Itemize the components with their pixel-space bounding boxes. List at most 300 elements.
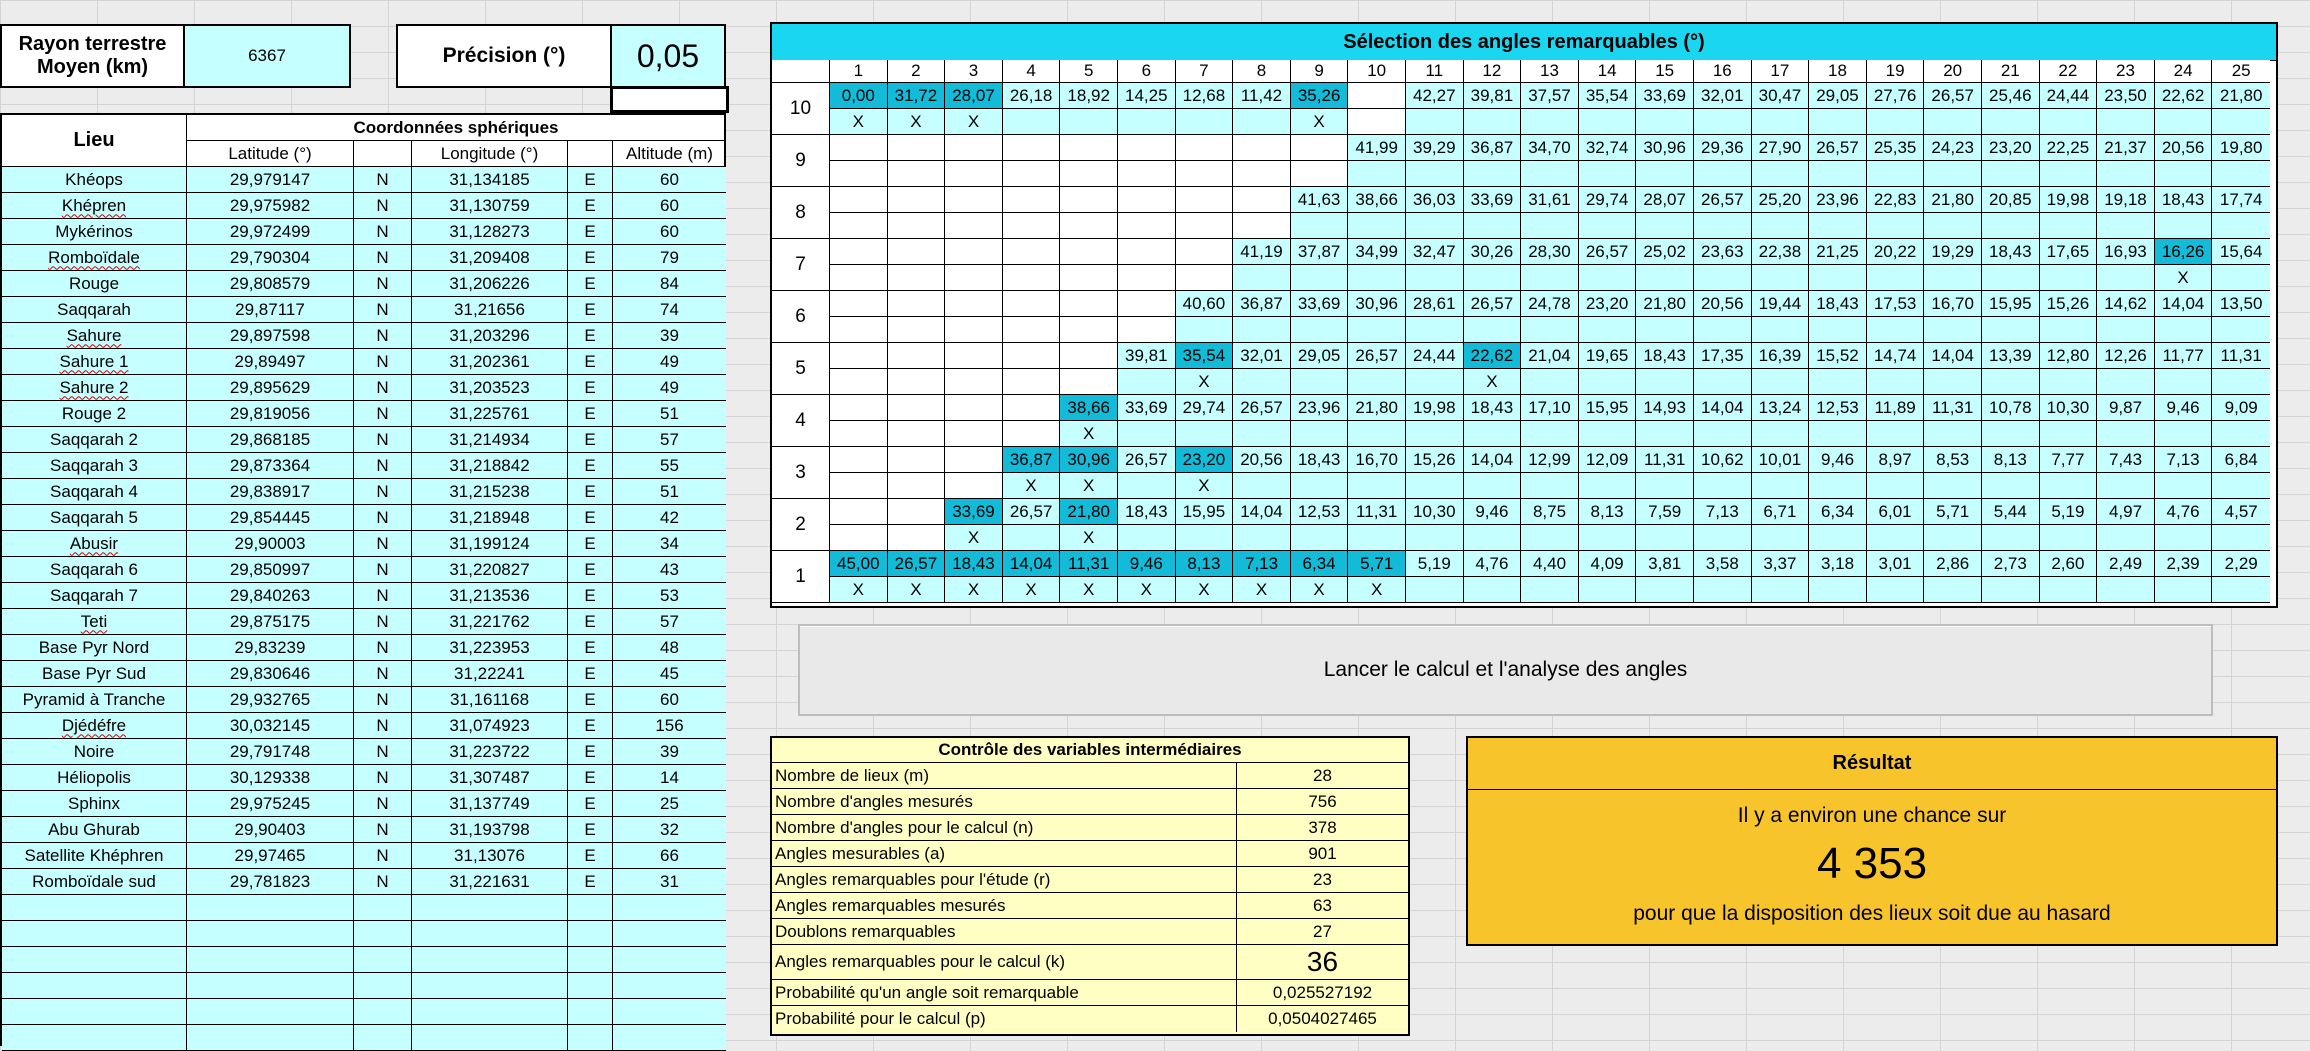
longitude-cell[interactable]: 31,220827 [412, 557, 568, 583]
selection-mark-cell[interactable] [1464, 421, 1522, 447]
angle-value-cell[interactable]: 5,71 [1348, 551, 1406, 577]
selected-cell-cursor[interactable] [610, 86, 729, 113]
altitude-cell[interactable]: 53 [613, 583, 726, 609]
ew-cell[interactable]: E [568, 661, 613, 687]
angle-value-cell[interactable]: 8,53 [1924, 447, 1982, 473]
ew-cell[interactable]: E [568, 531, 613, 557]
latitude-cell[interactable]: 29,808579 [187, 271, 354, 297]
selection-mark-cell[interactable] [1003, 317, 1061, 343]
place-name[interactable]: Héliopolis [2, 765, 187, 791]
selection-mark-cell[interactable] [1809, 317, 1867, 343]
angle-value-cell[interactable]: 8,75 [1521, 499, 1579, 525]
ew-cell[interactable]: E [568, 245, 613, 271]
ew-cell[interactable]: E [568, 687, 613, 713]
ew-cell[interactable]: E [568, 505, 613, 531]
selection-mark-cell[interactable] [1924, 577, 1982, 603]
altitude-cell[interactable]: 49 [613, 349, 726, 375]
empty-cell[interactable] [187, 999, 354, 1025]
selection-mark-cell[interactable] [1060, 109, 1118, 135]
angle-value-cell[interactable]: 42,27 [1406, 83, 1464, 109]
altitude-cell[interactable]: 49 [613, 375, 726, 401]
selection-mark-cell[interactable]: X [1176, 577, 1234, 603]
angle-value-cell[interactable]: 22,62 [2155, 83, 2213, 109]
ns-cell[interactable]: N [354, 245, 412, 271]
selection-mark-cell[interactable] [1867, 265, 1925, 291]
selection-mark-cell[interactable] [1003, 525, 1061, 551]
selection-mark-cell[interactable]: X [945, 525, 1003, 551]
angle-value-cell[interactable] [1003, 135, 1061, 161]
ew-cell[interactable]: E [568, 609, 613, 635]
selection-mark-cell[interactable] [1348, 421, 1406, 447]
empty-cell[interactable] [412, 1025, 568, 1051]
angle-value-cell[interactable]: 11,77 [2155, 343, 2213, 369]
selection-mark-cell[interactable] [1406, 525, 1464, 551]
angle-value-cell[interactable]: 9,87 [2097, 395, 2155, 421]
selection-mark-cell[interactable] [2155, 421, 2213, 447]
angle-value-cell[interactable]: 41,63 [1291, 187, 1349, 213]
longitude-cell[interactable]: 31,074923 [412, 713, 568, 739]
selection-mark-cell[interactable] [1176, 161, 1234, 187]
altitude-cell[interactable]: 51 [613, 401, 726, 427]
angle-value-cell[interactable]: 5,71 [1924, 499, 1982, 525]
angle-value-cell[interactable]: 23,96 [1291, 395, 1349, 421]
empty-cell[interactable] [613, 895, 726, 921]
angle-value-cell[interactable]: 10,62 [1694, 447, 1752, 473]
altitude-cell[interactable]: 42 [613, 505, 726, 531]
angle-value-cell[interactable] [888, 343, 946, 369]
angle-value-cell[interactable]: 27,76 [1867, 83, 1925, 109]
latitude-cell[interactable]: 29,791748 [187, 739, 354, 765]
selection-mark-cell[interactable] [1233, 369, 1291, 395]
selection-mark-cell[interactable] [1291, 525, 1349, 551]
angle-value-cell[interactable]: 20,22 [1867, 239, 1925, 265]
empty-cell[interactable] [354, 947, 412, 973]
angle-value-cell[interactable]: 3,37 [1752, 551, 1810, 577]
selection-mark-cell[interactable] [2212, 473, 2270, 499]
ns-cell[interactable]: N [354, 531, 412, 557]
latitude-cell[interactable]: 29,979147 [187, 167, 354, 193]
angle-value-cell[interactable]: 7,59 [1636, 499, 1694, 525]
angle-value-cell[interactable]: 19,98 [1406, 395, 1464, 421]
angle-value-cell[interactable]: 28,07 [945, 83, 1003, 109]
selection-mark-cell[interactable] [1521, 265, 1579, 291]
altitude-cell[interactable]: 31 [613, 869, 726, 895]
angle-value-cell[interactable]: 4,40 [1521, 551, 1579, 577]
altitude-cell[interactable]: 43 [613, 557, 726, 583]
angle-value-cell[interactable]: 45,00 [830, 551, 888, 577]
angle-value-cell[interactable]: 11,31 [1636, 447, 1694, 473]
empty-cell[interactable] [613, 947, 726, 973]
angle-value-cell[interactable]: 30,26 [1464, 239, 1522, 265]
angle-value-cell[interactable]: 23,63 [1694, 239, 1752, 265]
ns-cell[interactable]: N [354, 609, 412, 635]
latitude-cell[interactable]: 30,129338 [187, 765, 354, 791]
selection-mark-cell[interactable] [1752, 421, 1810, 447]
angle-value-cell[interactable] [1118, 135, 1176, 161]
selection-mark-cell[interactable]: X [1291, 109, 1349, 135]
selection-mark-cell[interactable] [945, 369, 1003, 395]
selection-mark-cell[interactable] [2212, 317, 2270, 343]
selection-mark-cell[interactable] [1982, 317, 2040, 343]
angle-value-cell[interactable]: 22,62 [1464, 343, 1522, 369]
angle-value-cell[interactable]: 16,70 [1348, 447, 1406, 473]
altitude-cell[interactable]: 74 [613, 297, 726, 323]
selection-mark-cell[interactable] [1464, 317, 1522, 343]
longitude-cell[interactable]: 31,128273 [412, 219, 568, 245]
empty-cell[interactable] [412, 921, 568, 947]
precision-value-cell[interactable] [610, 24, 726, 88]
selection-mark-cell[interactable]: X [1176, 369, 1234, 395]
angle-value-cell[interactable]: 21,25 [1809, 239, 1867, 265]
selection-mark-cell[interactable]: X [1176, 473, 1234, 499]
selection-mark-cell[interactable]: X [1348, 577, 1406, 603]
altitude-cell[interactable]: 39 [613, 739, 726, 765]
angle-value-cell[interactable]: 2,39 [2155, 551, 2213, 577]
selection-mark-cell[interactable] [1924, 421, 1982, 447]
angle-value-cell[interactable]: 30,96 [1348, 291, 1406, 317]
latitude-cell[interactable]: 29,895629 [187, 375, 354, 401]
longitude-cell[interactable]: 31,218842 [412, 453, 568, 479]
place-name[interactable]: Saqqarah 4 [2, 479, 187, 505]
selection-mark-cell[interactable] [1636, 577, 1694, 603]
angle-value-cell[interactable]: 18,43 [1636, 343, 1694, 369]
selection-mark-cell[interactable] [1867, 369, 1925, 395]
angle-value-cell[interactable] [945, 135, 1003, 161]
selection-mark-cell[interactable] [1176, 421, 1234, 447]
ew-cell[interactable]: E [568, 167, 613, 193]
selection-mark-cell[interactable] [830, 161, 888, 187]
angle-value-cell[interactable]: 28,07 [1636, 187, 1694, 213]
angle-value-cell[interactable]: 32,47 [1406, 239, 1464, 265]
selection-mark-cell[interactable] [1752, 265, 1810, 291]
place-name[interactable]: Saqqarah 3 [2, 453, 187, 479]
angle-value-cell[interactable]: 6,01 [1867, 499, 1925, 525]
angle-value-cell[interactable]: 9,46 [1809, 447, 1867, 473]
selection-mark-cell[interactable] [1118, 109, 1176, 135]
angle-value-cell[interactable]: 41,19 [1233, 239, 1291, 265]
altitude-cell[interactable]: 79 [613, 245, 726, 271]
ew-cell[interactable]: E [568, 349, 613, 375]
angle-value-cell[interactable] [1118, 187, 1176, 213]
ns-cell[interactable]: N [354, 427, 412, 453]
selection-mark-cell[interactable] [1982, 525, 2040, 551]
angle-value-cell[interactable]: 30,96 [1636, 135, 1694, 161]
latitude-cell[interactable]: 29,975245 [187, 791, 354, 817]
latitude-cell[interactable]: 30,032145 [187, 713, 354, 739]
selection-mark-cell[interactable] [1464, 161, 1522, 187]
angle-value-cell[interactable]: 5,19 [1406, 551, 1464, 577]
empty-cell[interactable] [354, 999, 412, 1025]
angle-value-cell[interactable]: 21,80 [1924, 187, 1982, 213]
selection-mark-cell[interactable] [2040, 161, 2098, 187]
angle-value-cell[interactable]: 14,04 [1924, 343, 1982, 369]
place-name[interactable]: Saqqarah 5 [2, 505, 187, 531]
selection-mark-cell[interactable] [1521, 317, 1579, 343]
latitude-cell[interactable]: 29,87117 [187, 297, 354, 323]
longitude-cell[interactable]: 31,193798 [412, 817, 568, 843]
selection-mark-cell[interactable] [1694, 369, 1752, 395]
angle-value-cell[interactable] [888, 187, 946, 213]
selection-mark-cell[interactable] [1233, 161, 1291, 187]
selection-mark-cell[interactable] [1867, 577, 1925, 603]
empty-cell[interactable] [613, 921, 726, 947]
latitude-cell[interactable]: 29,854445 [187, 505, 354, 531]
selection-mark-cell[interactable] [1233, 317, 1291, 343]
angle-value-cell[interactable] [1233, 187, 1291, 213]
angle-value-cell[interactable]: 15,26 [2040, 291, 2098, 317]
empty-cell[interactable] [2, 947, 187, 973]
angle-value-cell[interactable]: 10,01 [1752, 447, 1810, 473]
selection-mark-cell[interactable] [1060, 161, 1118, 187]
angle-value-cell[interactable]: 14,93 [1636, 395, 1694, 421]
angle-value-cell[interactable]: 36,03 [1406, 187, 1464, 213]
selection-mark-cell[interactable] [2212, 265, 2270, 291]
latitude-cell[interactable]: 29,850997 [187, 557, 354, 583]
selection-mark-cell[interactable] [2040, 473, 2098, 499]
selection-mark-cell[interactable] [2155, 109, 2213, 135]
angle-value-cell[interactable] [1060, 239, 1118, 265]
altitude-cell[interactable]: 51 [613, 479, 726, 505]
altitude-cell[interactable]: 60 [613, 219, 726, 245]
angle-value-cell[interactable]: 22,83 [1867, 187, 1925, 213]
angle-value-cell[interactable]: 24,78 [1521, 291, 1579, 317]
selection-mark-cell[interactable] [1867, 109, 1925, 135]
ns-cell[interactable]: N [354, 869, 412, 895]
angle-value-cell[interactable] [888, 135, 946, 161]
empty-cell[interactable] [412, 973, 568, 999]
longitude-cell[interactable]: 31,21656 [412, 297, 568, 323]
angle-value-cell[interactable]: 29,05 [1809, 83, 1867, 109]
selection-mark-cell[interactable] [1982, 577, 2040, 603]
angle-value-cell[interactable]: 2,86 [1924, 551, 1982, 577]
angle-value-cell[interactable]: 7,77 [2040, 447, 2098, 473]
ns-cell[interactable]: N [354, 479, 412, 505]
selection-mark-cell[interactable] [1118, 525, 1176, 551]
selection-mark-cell[interactable] [1348, 473, 1406, 499]
ew-cell[interactable]: E [568, 427, 613, 453]
altitude-cell[interactable]: 55 [613, 453, 726, 479]
latitude-cell[interactable]: 29,975982 [187, 193, 354, 219]
selection-mark-cell[interactable] [830, 369, 888, 395]
selection-mark-cell[interactable] [1924, 213, 1982, 239]
selection-mark-cell[interactable] [1636, 317, 1694, 343]
altitude-cell[interactable]: 84 [613, 271, 726, 297]
angle-value-cell[interactable]: 12,09 [1579, 447, 1637, 473]
angle-value-cell[interactable]: 14,04 [1003, 551, 1061, 577]
angle-value-cell[interactable]: 12,53 [1291, 499, 1349, 525]
ew-cell[interactable]: E [568, 271, 613, 297]
ew-cell[interactable]: E [568, 375, 613, 401]
selection-mark-cell[interactable] [1752, 577, 1810, 603]
selection-mark-cell[interactable] [1694, 525, 1752, 551]
place-name[interactable]: Djédéfre [2, 713, 187, 739]
angle-value-cell[interactable] [888, 447, 946, 473]
selection-mark-cell[interactable] [1406, 109, 1464, 135]
selection-mark-cell[interactable] [1060, 265, 1118, 291]
latitude-cell[interactable]: 29,97465 [187, 843, 354, 869]
empty-cell[interactable] [354, 1025, 412, 1051]
place-name[interactable]: Abu Ghurab [2, 817, 187, 843]
ns-cell[interactable]: N [354, 375, 412, 401]
angle-value-cell[interactable]: 15,26 [1406, 447, 1464, 473]
angle-value-cell[interactable]: 17,74 [2212, 187, 2270, 213]
ew-cell[interactable]: E [568, 817, 613, 843]
angle-value-cell[interactable]: 9,46 [2155, 395, 2213, 421]
angle-value-cell[interactable]: 25,46 [1982, 83, 2040, 109]
empty-cell[interactable] [187, 947, 354, 973]
latitude-cell[interactable]: 29,790304 [187, 245, 354, 271]
selection-mark-cell[interactable] [2212, 109, 2270, 135]
selection-mark-cell[interactable] [1579, 369, 1637, 395]
angle-value-cell[interactable]: 11,89 [1867, 395, 1925, 421]
angle-value-cell[interactable]: 20,56 [1233, 447, 1291, 473]
angle-value-cell[interactable]: 15,64 [2212, 239, 2270, 265]
angle-value-cell[interactable] [830, 499, 888, 525]
selection-mark-cell[interactable] [1809, 265, 1867, 291]
angle-value-cell[interactable]: 28,30 [1521, 239, 1579, 265]
angle-value-cell[interactable]: 20,56 [2155, 135, 2213, 161]
angle-value-cell[interactable] [888, 395, 946, 421]
selection-mark-cell[interactable] [1003, 109, 1061, 135]
angle-value-cell[interactable]: 13,50 [2212, 291, 2270, 317]
selection-mark-cell[interactable] [1867, 421, 1925, 447]
angle-value-cell[interactable]: 38,66 [1060, 395, 1118, 421]
empty-cell[interactable] [412, 999, 568, 1025]
selection-mark-cell[interactable] [1924, 525, 1982, 551]
angle-value-cell[interactable] [945, 395, 1003, 421]
ew-cell[interactable]: E [568, 453, 613, 479]
selection-mark-cell[interactable] [830, 317, 888, 343]
angle-value-cell[interactable]: 19,18 [2097, 187, 2155, 213]
angle-value-cell[interactable] [1118, 239, 1176, 265]
selection-mark-cell[interactable] [1636, 161, 1694, 187]
angle-value-cell[interactable]: 16,39 [1752, 343, 1810, 369]
selection-mark-cell[interactable] [1867, 317, 1925, 343]
place-name[interactable]: Satellite Khéphren [2, 843, 187, 869]
angle-value-cell[interactable] [945, 447, 1003, 473]
selection-mark-cell[interactable] [1752, 213, 1810, 239]
selection-mark-cell[interactable] [2097, 369, 2155, 395]
angle-value-cell[interactable]: 32,01 [1233, 343, 1291, 369]
selection-mark-cell[interactable] [1406, 369, 1464, 395]
angle-value-cell[interactable]: 12,68 [1176, 83, 1234, 109]
selection-mark-cell[interactable] [1809, 369, 1867, 395]
selection-mark-cell[interactable] [1982, 213, 2040, 239]
angle-value-cell[interactable]: 26,57 [1694, 187, 1752, 213]
selection-mark-cell[interactable] [830, 265, 888, 291]
selection-mark-cell[interactable] [1924, 109, 1982, 135]
angle-value-cell[interactable] [888, 499, 946, 525]
place-name[interactable]: Abusir [2, 531, 187, 557]
selection-mark-cell[interactable]: X [830, 109, 888, 135]
altitude-cell[interactable]: 60 [613, 167, 726, 193]
selection-mark-cell[interactable] [1924, 265, 1982, 291]
empty-cell[interactable] [2, 1025, 187, 1051]
longitude-cell[interactable]: 31,218948 [412, 505, 568, 531]
selection-mark-cell[interactable] [830, 213, 888, 239]
selection-mark-cell[interactable] [1118, 473, 1176, 499]
ns-cell[interactable]: N [354, 739, 412, 765]
selection-mark-cell[interactable] [1406, 421, 1464, 447]
angle-value-cell[interactable]: 6,71 [1752, 499, 1810, 525]
angle-value-cell[interactable] [1060, 135, 1118, 161]
selection-mark-cell[interactable] [830, 525, 888, 551]
place-name[interactable]: Noire [2, 739, 187, 765]
angle-value-cell[interactable]: 2,60 [2040, 551, 2098, 577]
angle-value-cell[interactable]: 29,36 [1694, 135, 1752, 161]
angle-value-cell[interactable]: 35,54 [1176, 343, 1234, 369]
selection-mark-cell[interactable] [1924, 473, 1982, 499]
selection-mark-cell[interactable] [1579, 421, 1637, 447]
ew-cell[interactable]: E [568, 219, 613, 245]
selection-mark-cell[interactable] [1348, 265, 1406, 291]
angle-value-cell[interactable]: 17,53 [1867, 291, 1925, 317]
ns-cell[interactable]: N [354, 297, 412, 323]
angle-value-cell[interactable] [830, 447, 888, 473]
angle-value-cell[interactable]: 26,57 [1924, 83, 1982, 109]
angle-value-cell[interactable]: 23,20 [1982, 135, 2040, 161]
selection-mark-cell[interactable]: X [1003, 577, 1061, 603]
angle-value-cell[interactable]: 8,97 [1867, 447, 1925, 473]
longitude-cell[interactable]: 31,223722 [412, 739, 568, 765]
empty-cell[interactable] [412, 947, 568, 973]
angle-value-cell[interactable]: 10,30 [2040, 395, 2098, 421]
angle-value-cell[interactable]: 37,57 [1521, 83, 1579, 109]
ns-cell[interactable]: N [354, 193, 412, 219]
angle-value-cell[interactable]: 26,57 [1233, 395, 1291, 421]
selection-mark-cell[interactable] [888, 213, 946, 239]
angle-value-cell[interactable] [945, 239, 1003, 265]
angle-value-cell[interactable] [830, 135, 888, 161]
angle-value-cell[interactable]: 12,53 [1809, 395, 1867, 421]
empty-cell[interactable] [187, 1025, 354, 1051]
angle-value-cell[interactable]: 37,87 [1291, 239, 1349, 265]
selection-mark-cell[interactable] [1924, 369, 1982, 395]
empty-cell[interactable] [568, 999, 613, 1025]
selection-mark-cell[interactable] [2155, 525, 2213, 551]
angle-value-cell[interactable]: 11,31 [1348, 499, 1406, 525]
selection-mark-cell[interactable] [1118, 421, 1176, 447]
angle-value-cell[interactable]: 36,87 [1233, 291, 1291, 317]
angle-value-cell[interactable]: 12,80 [2040, 343, 2098, 369]
selection-mark-cell[interactable] [2040, 525, 2098, 551]
angle-value-cell[interactable]: 34,70 [1521, 135, 1579, 161]
altitude-cell[interactable]: 57 [613, 609, 726, 635]
selection-mark-cell[interactable] [2040, 421, 2098, 447]
angle-value-cell[interactable]: 18,43 [1118, 499, 1176, 525]
selection-mark-cell[interactable] [1579, 525, 1637, 551]
angle-value-cell[interactable]: 27,90 [1752, 135, 1810, 161]
empty-cell[interactable] [2, 999, 187, 1025]
ns-cell[interactable]: N [354, 557, 412, 583]
angle-value-cell[interactable]: 36,87 [1464, 135, 1522, 161]
angle-value-cell[interactable]: 15,95 [1176, 499, 1234, 525]
angle-value-cell[interactable]: 35,26 [1291, 83, 1349, 109]
angle-value-cell[interactable]: 2,73 [1982, 551, 2040, 577]
selection-mark-cell[interactable] [1060, 213, 1118, 239]
angle-value-cell[interactable]: 7,13 [1694, 499, 1752, 525]
angle-value-cell[interactable]: 21,37 [2097, 135, 2155, 161]
angle-value-cell[interactable]: 31,72 [888, 83, 946, 109]
angle-value-cell[interactable]: 4,97 [2097, 499, 2155, 525]
selection-mark-cell[interactable] [1982, 161, 2040, 187]
selection-mark-cell[interactable] [1003, 369, 1061, 395]
angle-value-cell[interactable]: 16,26 [2155, 239, 2213, 265]
ns-cell[interactable]: N [354, 453, 412, 479]
selection-mark-cell[interactable] [1464, 213, 1522, 239]
angle-value-cell[interactable] [1118, 291, 1176, 317]
angle-value-cell[interactable]: 12,99 [1521, 447, 1579, 473]
